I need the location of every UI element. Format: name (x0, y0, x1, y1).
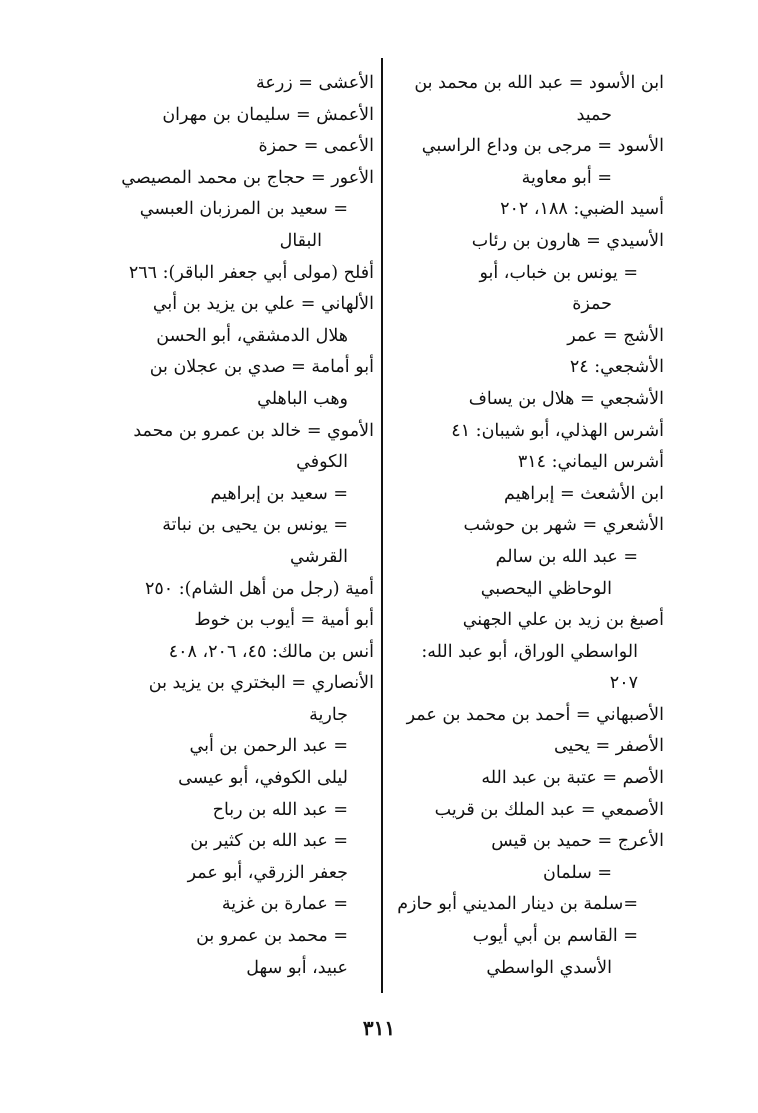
index-entry-line: الأشعري = شهر بن حوشب (463, 515, 664, 536)
index-entry-line: أصبغ بن زيد بن علي الجهني (462, 610, 664, 631)
index-entry-line: = عبد الله بن رباح (212, 799, 348, 820)
index-column-left (104, 68, 374, 984)
index-entry-line: = سعيد بن المرزبان العبسي (139, 199, 348, 220)
index-entry-line: ابن الأشعث = إبراهيم (504, 483, 664, 504)
index-entry-line: ٢٠٧ (609, 673, 638, 694)
index-entry-line: = أبو معاوية (521, 167, 612, 188)
index-entry-line: أشرس الهذلي، أبو شيبان: ٤١ (451, 420, 664, 441)
index-entry-line: الأشجعي = هلال بن يساف (468, 388, 664, 409)
index-entry-line: أشرس اليماني: ٣١٤ (517, 452, 664, 473)
index-entry-line: الأسدي الواسطي (486, 957, 612, 978)
index-entry-line: الأعرج = حميد بن قيس (491, 831, 664, 852)
index-entry-line: هلال الدمشقي، أبو الحسن (156, 325, 348, 346)
index-entry-line: =سلمة بن دينار المديني أبو حازم (397, 894, 638, 915)
index-entry-line: جارية (309, 704, 348, 725)
index-entry-line: الأشجعي: ٢٤ (569, 357, 664, 378)
page-number: ٣١١ (362, 1016, 396, 1040)
index-entry-line: أبو أمية = أيوب بن خوط (194, 610, 374, 631)
index-entry-line: الأعور = حجاج بن محمد المصيصي (121, 167, 374, 188)
index-entry-line: = عبد الله بن سالم (495, 546, 638, 567)
index-entry-line: = سلمان (543, 862, 612, 883)
column-divider (381, 58, 383, 993)
index-entry-line: الأصفر = يحيى (553, 736, 664, 757)
index-entry-line: الأموي = خالد بن عمرو بن محمد (133, 420, 374, 441)
index-entry-line: الأعشى = زرعة (256, 73, 374, 93)
index-entry-line: ليلى الكوفي، أبو عيسى (178, 768, 348, 789)
index-entry-line: جعفر الزرقي، أبو عمر (187, 862, 348, 883)
index-entry-line: = القاسم بن أبي أيوب (472, 926, 638, 947)
index-entry-line: = سعيد بن إبراهيم (210, 483, 348, 504)
index-entry-line: = عبد الله بن كثير بن (190, 831, 348, 852)
index-entry-line: أسيد الضبي: ١٨٨، ٢٠٢ (500, 199, 664, 220)
index-entry-line: الأعمى = حمزة (258, 136, 374, 157)
index-entry-line: الواسطي الوراق، أبو عبد الله: (421, 641, 638, 662)
index-entry-line: = يونس بن يحيى بن نباتة (162, 515, 348, 536)
index-entry-line: حمزة (572, 294, 612, 315)
index-entry-line: الأعمش = سليمان بن مهران (162, 104, 374, 125)
index-entry-line: أنس بن مالك: ٤٥، ٢٠٦، ٤٠٨ (168, 641, 374, 662)
index-entry-line: الأنصاري = البختري بن يزيد بن (148, 673, 374, 694)
index-column-right (392, 68, 664, 984)
index-entry-line: حميد (576, 104, 612, 125)
index-entry-line: الوحاظي اليحصبي (480, 578, 612, 599)
index-entry-line: البقال (279, 230, 322, 251)
index-entry-line: عبيد، أبو سهل (246, 957, 348, 978)
index-entry-line: الأصم = عتبة بن عبد الله (481, 768, 664, 789)
index-entry-line: الكوفي (296, 452, 348, 473)
index-entry-line: أفلح (مولى أبي جعفر الباقر): ٢٦٦ (128, 262, 374, 283)
index-entry-line: الأسود = مرجى بن وداع الراسبي (421, 136, 664, 157)
index-entry-line: القرشي (290, 546, 348, 567)
index-entry-line: الأصبهاني = أحمد بن محمد بن عمر (406, 704, 664, 725)
index-entry-line: = محمد بن عمرو بن (196, 926, 348, 947)
index-entry-line: = عمارة بن غزية (221, 894, 348, 915)
index-entry-line: أمية (رجل من أهل الشام): ٢٥٠ (144, 578, 374, 599)
index-entry-line: = عبد الرحمن بن أبي (189, 736, 348, 757)
index-entry-line: = يونس بن خباب، أبو (479, 262, 638, 283)
index-entry-line: الأسيدي = هارون بن رئاب (471, 230, 664, 251)
index-entry-line: أبو أمامة = صدي بن عجلان بن (149, 357, 374, 378)
index-entry-line: ابن الأسود = عبد الله بن محمد بن (414, 73, 664, 93)
index-entry-line: الألهاني = علي بن يزيد بن أبي (152, 294, 374, 315)
index-entry-line: الأصمعي = عبد الملك بن قريب (434, 799, 664, 820)
index-entry-line: وهب الباهلي (257, 388, 348, 409)
index-entry-line: الأشج = عمر (567, 325, 664, 346)
